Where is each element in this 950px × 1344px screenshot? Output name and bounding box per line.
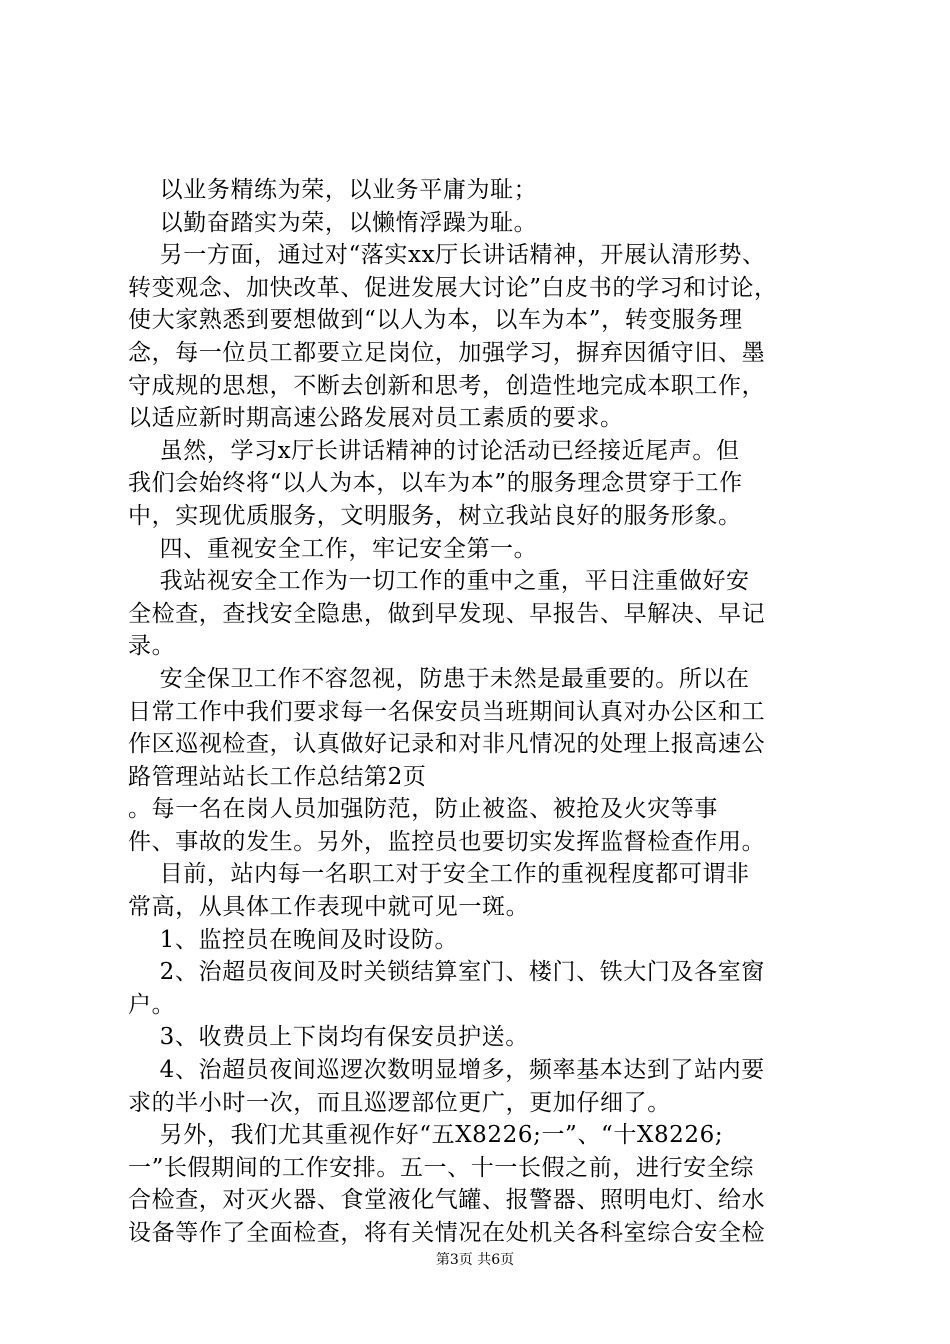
text-line: 常高，从具体工作表现中就可见一斑。 — [128, 894, 530, 921]
text-line: 一”长假期间的工作安排。五一、十一长假之前，进行安全综 — [128, 1154, 754, 1181]
text-line: 4、治超员夜间巡逻次数明显增多，频率基本达到了站内要 — [128, 1057, 765, 1084]
text-line: 虽然，学习x厅长讲话精神的讨论活动已经接近尾声。但 — [128, 437, 740, 464]
text-line: 3、收费员上下岗均有保安员护送。 — [128, 1024, 529, 1051]
text-line: 另外，我们尤其重视作好“五X8226;一”、“十X8226; — [128, 1122, 724, 1149]
document-body — [128, 174, 828, 1250]
text-line: 使大家熟悉到要想做到“以人为本，以车为本”，转变服务理 — [128, 307, 743, 334]
text-line: 全检查，查找安全隐患，做到早发现、早报告、早解决、早记 — [128, 600, 766, 627]
text-line: 1、监控员在晚间及时设防。 — [128, 926, 459, 953]
text-line: 以适应新时期高速公路发展对员工素质的要求。 — [128, 405, 624, 432]
text-line: 2、治超员夜间及时关锁结算室门、楼门、铁大门及各室窗 — [128, 959, 765, 986]
text-line: 四、重视安全工作，牢记安全第一。 — [128, 535, 538, 562]
text-line: 件、事故的发生。另外，监控员也要切实发挥监督检查作用。 — [128, 828, 766, 855]
text-line: 以业务精练为荣，以业务平庸为耻； — [128, 177, 538, 203]
text-line: 合检查，对灭火器、食堂液化气罐、报警器、照明电灯、给水 — [128, 1187, 766, 1214]
text-line: 另一方面，通过对“落实xx厅长讲话精神，开展认清形势、 — [128, 242, 766, 269]
text-line: 我们会始终将“以人为本，以车为本”的服务理念贯穿于工作 — [128, 470, 743, 497]
page-footer: 第3页 共6页 — [435, 1252, 515, 1268]
text-line: 念，每一位员工都要立足岗位，加强学习，摒弃因循守旧、墨 — [128, 339, 766, 366]
text-line: 目前，站内每一名职工对于安全工作的重视程度都可谓非 — [128, 861, 750, 888]
text-line: 我站视安全工作为一切工作的重中之重，平日注重做好安 — [128, 568, 750, 595]
text-line: 作区巡视检查，认真做好记录和对非凡情况的处理上报高速公 — [128, 731, 766, 758]
text-line: 。每一名在岗人员加强防范，防止被盗、被抢及火灾等事 — [128, 796, 718, 823]
text-line: 中，实现优质服务，文明服务，树立我站良好的服务形象。 — [128, 502, 742, 529]
text-line: 安全保卫工作不容忽视，防患于未然是最重要的。所以在 — [128, 665, 750, 692]
text-line: 转变观念、加快改革、促进发展大讨论”白皮书的学习和讨论， — [128, 274, 778, 301]
text-line: 录。 — [128, 633, 176, 660]
text-line: 守成规的思想，不断去创新和思考，创造性地完成本职工作， — [128, 372, 766, 399]
text-line: 日常工作中我们要求每一名保安员当班期间认真对办公区和工 — [128, 698, 766, 725]
text-line: 户。 — [128, 991, 176, 1018]
text-line: 设备等作了全面检查，将有关情况在处机关各科室综合安全检 — [128, 1220, 766, 1246]
text-line: 求的半小时一次，而且巡逻部位更广，更加仔细了。 — [128, 1089, 671, 1116]
text-line: 路管理站站长工作总结第2页 — [128, 763, 427, 790]
text-line: 以勤奋踏实为荣，以懒惰浮躁为耻。 — [128, 209, 538, 236]
